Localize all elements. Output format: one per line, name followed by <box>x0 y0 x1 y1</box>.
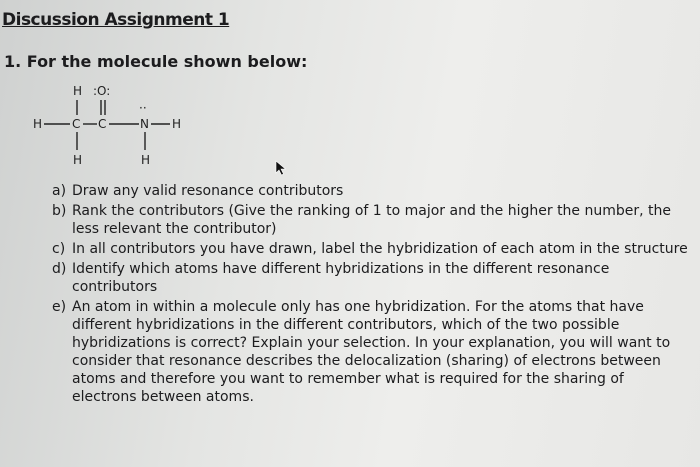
molecule-structure <box>30 80 210 175</box>
question-text: Identify which atoms have different hybridizations in the different resonance contributors <box>72 261 610 295</box>
atom-h-bottom-n: H <box>141 153 151 167</box>
question-marker: e) <box>52 299 67 315</box>
question-marker: a) <box>52 183 67 199</box>
question-heading: 1. For the molecule shown below: <box>4 52 308 71</box>
question-c <box>52 240 692 258</box>
atom-h-right: H <box>172 117 182 131</box>
question-e <box>52 298 692 406</box>
question-text: Draw any valid resonance contributors <box>72 183 344 199</box>
question-d <box>52 260 692 296</box>
question-text: An atom in within a molecule only has one hybridization. For the atoms that have different hybridizations in the different contributors, which of the two possible hybridizations is correct? Explain your selection. In your explanation, you will want to consider that resonance describes the delocalization (sharing) of electrons between atoms and therefore you want to remember what is required for the sharing of electrons between atoms. <box>72 299 671 405</box>
atom-h-top: H <box>73 84 83 98</box>
n-lone-pair: ·· <box>139 101 147 115</box>
question-list <box>52 182 692 408</box>
question-a <box>52 182 692 200</box>
mouse-pointer-icon <box>275 160 287 176</box>
atom-c2: C <box>98 117 107 131</box>
assignment-title: Discussion Assignment 1 <box>2 10 230 30</box>
atom-o: :O: <box>93 84 111 98</box>
question-marker: c) <box>52 241 66 257</box>
atom-h-left: H <box>33 117 43 131</box>
question-text: Rank the contributors (Give the ranking of 1 to major and the higher the number, the less relevant the contributor) <box>72 203 672 237</box>
question-text: In all contributors you have drawn, label the hybridization of each atom in the structure <box>72 241 688 257</box>
atom-n: N <box>140 117 149 131</box>
question-b <box>52 202 692 238</box>
atom-c1: C <box>72 117 81 131</box>
atom-h-bottom-c: H <box>73 153 83 167</box>
question-marker: b) <box>52 203 67 219</box>
question-marker: d) <box>52 261 67 277</box>
